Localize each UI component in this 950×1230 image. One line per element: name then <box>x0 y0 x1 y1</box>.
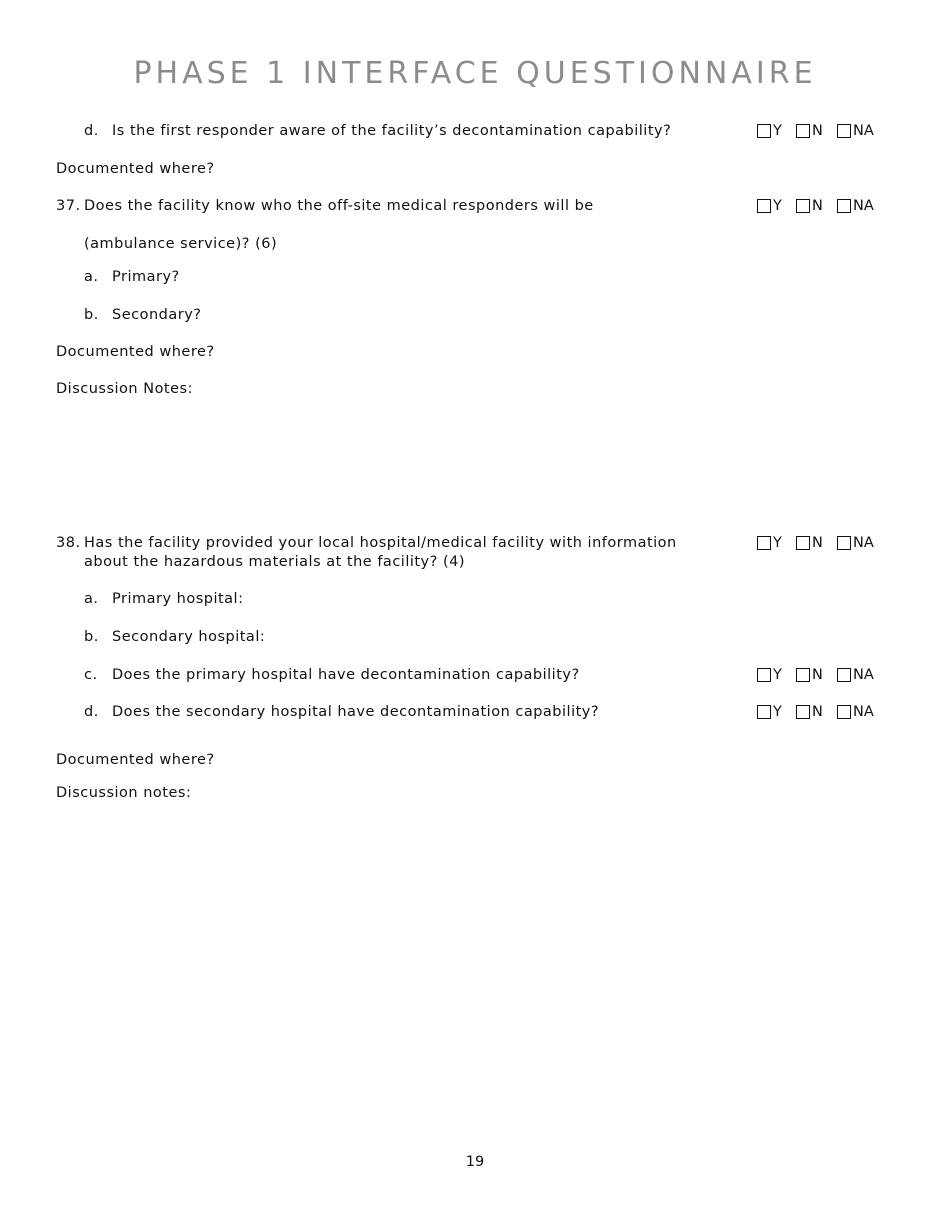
checkbox-yes[interactable] <box>757 124 771 138</box>
question-text-cont: about the hazardous materials at the facility? (4) <box>84 554 465 570</box>
item-text: Secondary hospital: <box>112 629 266 645</box>
answer-group-38 <box>757 534 882 553</box>
checkbox-na[interactable] <box>837 124 851 138</box>
label-no: N <box>812 198 823 214</box>
label-no: N <box>812 667 823 683</box>
label-na: NA <box>853 123 874 139</box>
question-text: Does the facility know who the off-site medical responders will be <box>84 198 594 214</box>
question-text-cont: (ambulance service)? (6) <box>84 236 278 252</box>
item-letter: b. <box>84 307 99 323</box>
label-na: NA <box>853 667 874 683</box>
label-na: NA <box>853 535 874 551</box>
question-number: 38. <box>56 535 81 551</box>
label-na: NA <box>853 704 874 720</box>
question-text: Has the facility provided your local hospital/medical facility with information <box>84 535 677 551</box>
item-text: Primary hospital: <box>112 591 244 607</box>
checkbox-no[interactable] <box>796 668 810 682</box>
item-text: Does the primary hospital have decontamination capability? <box>112 667 580 683</box>
label-yes: Y <box>773 198 782 214</box>
label-yes: Y <box>773 667 782 683</box>
documented-label: Documented where? <box>56 161 215 177</box>
checkbox-yes[interactable] <box>757 705 771 719</box>
checkbox-no[interactable] <box>796 705 810 719</box>
label-no: N <box>812 535 823 551</box>
page-number: 19 <box>465 1154 485 1170</box>
item-text: Secondary? <box>112 307 202 323</box>
answer-group-36d <box>757 122 882 141</box>
checkbox-yes[interactable] <box>757 668 771 682</box>
checkbox-na[interactable] <box>837 199 851 213</box>
answer-group-37 <box>757 197 882 216</box>
notes-label: Discussion Notes: <box>56 381 193 397</box>
item-letter: c. <box>84 667 98 683</box>
item-letter: b. <box>84 629 99 645</box>
checkbox-no[interactable] <box>796 124 810 138</box>
answer-group-38c <box>757 666 882 685</box>
question-number: 37. <box>56 198 81 214</box>
checkbox-na[interactable] <box>837 536 851 550</box>
item-letter: a. <box>84 591 99 607</box>
checkbox-na[interactable] <box>837 705 851 719</box>
item-letter: a. <box>84 269 99 285</box>
checkbox-yes[interactable] <box>757 199 771 213</box>
documented-label: Documented where? <box>56 344 215 360</box>
answer-group-38d <box>757 703 882 722</box>
notes-label: Discussion notes: <box>56 785 192 801</box>
label-yes: Y <box>773 123 782 139</box>
checkbox-na[interactable] <box>837 668 851 682</box>
label-yes: Y <box>773 704 782 720</box>
label-no: N <box>812 704 823 720</box>
checkbox-no[interactable] <box>796 536 810 550</box>
checkbox-yes[interactable] <box>757 536 771 550</box>
page-title: PHASE 1 INTERFACE QUESTIONNAIRE <box>133 56 817 91</box>
documented-label: Documented where? <box>56 752 215 768</box>
item-text: Does the secondary hospital have decontamination capability? <box>112 704 600 720</box>
item-text: Primary? <box>112 269 180 285</box>
item-text: Is the first responder aware of the facility’s decontamination capability? <box>112 123 672 139</box>
label-yes: Y <box>773 535 782 551</box>
label-no: N <box>812 123 823 139</box>
checkbox-no[interactable] <box>796 199 810 213</box>
item-letter: d. <box>84 123 99 139</box>
label-na: NA <box>853 198 874 214</box>
item-letter: d. <box>84 704 99 720</box>
